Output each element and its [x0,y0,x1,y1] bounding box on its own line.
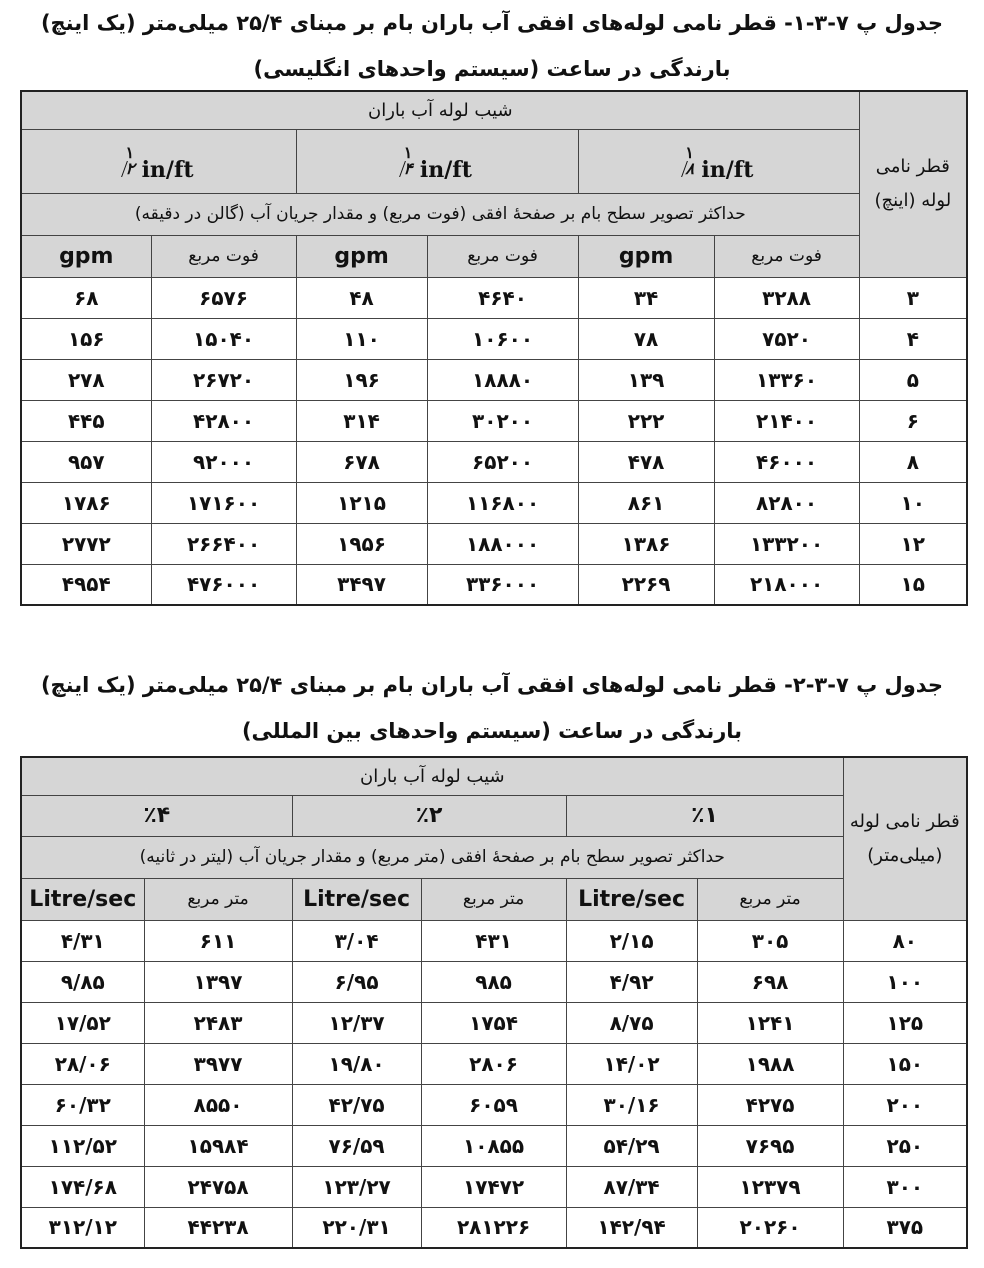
value-cell: ۷۶/۵۹ [292,1125,421,1166]
table-row [21,482,967,523]
value-cell: ۲۷۷۲ [21,523,151,564]
value-cell: ۲۰۲۶۰ [697,1207,843,1248]
value-cell: ۴۲۸۰۰ [151,400,296,441]
value-cell: ۳۹۷۷ [144,1043,292,1084]
table1-unit-area-1: فوت مربع [714,235,859,277]
table1-unit-flow-3: gpm [21,235,151,277]
table2-slope-header: شیب لوله آب باران [21,757,843,795]
diameter-cell: ۳ [859,277,967,318]
value-cell: ۳۴ [578,277,714,318]
table1-unit-flow-1: gpm [578,235,714,277]
value-cell: ۴۷۸ [578,441,714,482]
value-cell: ۳۴۹۷ [296,564,427,605]
table2-slope-1: ٪۱ [566,795,843,836]
value-cell: ۱۵۶ [21,318,151,359]
table-row [21,441,967,482]
value-cell: ۴۴۲۳۸ [144,1207,292,1248]
table2-unit-flow-1: Litre/sec [566,878,697,920]
table1-side-header: قطر نامی لوله (اینچ) [859,91,967,277]
table-row [21,400,967,441]
table2-slope-2: ٪۲ [292,795,566,836]
table1 [20,90,968,606]
value-cell: ۶۹۸ [697,961,843,1002]
diameter-cell: ۱۵۰ [843,1043,967,1084]
diameter-cell: ۴ [859,318,967,359]
value-cell: ۱۲۳۷۹ [697,1166,843,1207]
value-cell: ۲۲۲ [578,400,714,441]
table1-slope-header: شیب لوله آب باران [21,91,859,129]
slope-unit: in/ft [419,157,472,183]
table1-description: حداکثر تصویر سطح بام بر صفحهٔ افقی (فوت مربع) و مقدار جریان آب (گالن در دقیقه) [21,193,859,235]
value-cell: ۲۸۰۶ [421,1043,566,1084]
value-cell: ۱۲۱۵ [296,482,427,523]
value-cell: ۳۰/۱۶ [566,1084,697,1125]
value-cell: ۹۸۵ [421,961,566,1002]
slope-unit: in/ft [701,157,754,183]
slope-numerator: ۱ [685,143,694,162]
table2-unit-area-1: متر مربع [697,878,843,920]
diameter-cell: ۸۰ [843,920,967,961]
table2-unit-flow-3: Litre/sec [21,878,144,920]
table-row [21,1207,967,1248]
value-cell: ۴۲۷۵ [697,1084,843,1125]
table-row [21,920,967,961]
value-cell: ۶۰/۳۲ [21,1084,144,1125]
value-cell: ۱۷۴۷۲ [421,1166,566,1207]
table1-unit-flow-2: gpm [296,235,427,277]
table2-unit-area-2: متر مربع [421,878,566,920]
table1-caption-line2: بارندگی در ساعت (سیستم واحدهای انگلیسی) [253,57,731,81]
slope-denominator: ۸ [681,161,698,177]
value-cell: ۲۲۰/۳۱ [292,1207,421,1248]
value-cell: ۴۹۵۴ [21,564,151,605]
diameter-cell: ۱۵ [859,564,967,605]
value-cell: ۶۵۲۰۰ [427,441,578,482]
table1-slope-1 [578,129,859,193]
slope-denominator: ۲ [121,161,138,177]
table1-body [21,277,967,605]
value-cell: ۱۳۸۶ [578,523,714,564]
slope-denominator: ۴ [399,161,416,177]
value-cell: ۳۱۲/۱۲ [21,1207,144,1248]
value-cell: ۱۳۹۷ [144,961,292,1002]
value-cell: ۱۵۰۴۰ [151,318,296,359]
table2-unit-flow-2: Litre/sec [292,878,421,920]
table2-caption [0,662,984,754]
value-cell: ۳۰۲۰۰ [427,400,578,441]
value-cell: ۴۶۰۰۰ [714,441,859,482]
value-cell: ۹۲۰۰۰ [151,441,296,482]
value-cell: ۴۴۵ [21,400,151,441]
diameter-cell: ۵ [859,359,967,400]
value-cell: ۴۲/۷۵ [292,1084,421,1125]
value-cell: ۶۸ [21,277,151,318]
value-cell: ۶۱۱ [144,920,292,961]
value-cell: ۳/۰۴ [292,920,421,961]
value-cell: ۲/۱۵ [566,920,697,961]
value-cell: ۸۵۵۰ [144,1084,292,1125]
value-cell: ۱۲۴۱ [697,1002,843,1043]
value-cell: ۱۱۲/۵۲ [21,1125,144,1166]
value-cell: ۴۳۱ [421,920,566,961]
table-row [21,359,967,400]
value-cell: ۱۳۹ [578,359,714,400]
table2-caption-line2: بارندگی در ساعت (سیستم واحدهای بین المللی) [241,719,743,743]
value-cell: ۱۷۵۴ [421,1002,566,1043]
table2-description: حداکثر تصویر سطح بام بر صفحهٔ افقی (متر مربع) و مقدار جریان آب (لیتر در ثانیه) [21,836,843,878]
table2-slope-3: ٪۴ [21,795,292,836]
value-cell: ۲۸۱۲۲۶ [421,1207,566,1248]
value-cell: ۲۴۸۳ [144,1002,292,1043]
table-row [21,564,967,605]
value-cell: ۳۰۵ [697,920,843,961]
table1-slope-2 [296,129,578,193]
value-cell: ۱۹۶ [296,359,427,400]
value-cell: ۱۱۰ [296,318,427,359]
diameter-cell: ۳۷۵ [843,1207,967,1248]
slope-numerator: ۱ [403,143,413,162]
value-cell: ۱۴۲/۹۴ [566,1207,697,1248]
table1-slope-3 [21,129,296,193]
diameter-cell: ۳۰۰ [843,1166,967,1207]
value-cell: ۷۵۲۰ [714,318,859,359]
value-cell: ۴۸ [296,277,427,318]
value-cell: ۱۹۵۶ [296,523,427,564]
value-cell: ۱۱۶۸۰۰ [427,482,578,523]
value-cell: ۱۹/۸۰ [292,1043,421,1084]
value-cell: ۲۶۶۴۰۰ [151,523,296,564]
slope-numerator: ۱ [125,143,135,162]
table2-unit-area-3: متر مربع [144,878,292,920]
slope-unit: in/ft [141,157,194,183]
diameter-cell: ۲۰۰ [843,1084,967,1125]
value-cell: ۲۱۸۰۰۰ [714,564,859,605]
diameter-cell: ۶ [859,400,967,441]
table-row [21,1002,967,1043]
table-row [21,1125,967,1166]
value-cell: ۶۵۷۶ [151,277,296,318]
table1-unit-area-3: فوت مربع [151,235,296,277]
table-row [21,1084,967,1125]
table2 [20,756,968,1249]
value-cell: ۵۴/۲۹ [566,1125,697,1166]
table2-side-header: قطر نامی لوله (میلی‌متر) [843,757,967,920]
value-cell: ۹/۸۵ [21,961,144,1002]
value-cell: ۲۴۷۵۸ [144,1166,292,1207]
value-cell: ۲۱۴۰۰ [714,400,859,441]
value-cell: ۸/۷۵ [566,1002,697,1043]
table-row [21,523,967,564]
table2-caption-line1: جدول پ ۷-۳-۲- قطر نامی لوله‌های افقی آب باران بام بر مبنای ۲۵/۴ میلی‌متر (یک اینچ) [40,673,944,697]
table1-caption-line1: جدول پ ۷-۳-۱- قطر نامی لوله‌های افقی آب باران بام بر مبنای ۲۵/۴ میلی‌متر (یک اینچ) [40,11,944,35]
value-cell: ۱۰۶۰۰ [427,318,578,359]
value-cell: ۶۷۸ [296,441,427,482]
value-cell: ۱۷۸۶ [21,482,151,523]
value-cell: ۳۳۶۰۰۰ [427,564,578,605]
value-cell: ۱۷/۵۲ [21,1002,144,1043]
diameter-cell: ۱۰ [859,482,967,523]
diameter-cell: ۱۲۵ [843,1002,967,1043]
value-cell: ۱۲۳/۲۷ [292,1166,421,1207]
table1-caption [0,0,984,92]
value-cell: ۳۱۴ [296,400,427,441]
value-cell: ۴/۹۲ [566,961,697,1002]
table-row [21,277,967,318]
table-row [21,1043,967,1084]
value-cell: ۱۳۳۶۰ [714,359,859,400]
value-cell: ۱۲/۳۷ [292,1002,421,1043]
value-cell: ۸۶۱ [578,482,714,523]
value-cell: ۱۵۹۸۴ [144,1125,292,1166]
value-cell: ۷۶۹۵ [697,1125,843,1166]
value-cell: ۷۸ [578,318,714,359]
table-row [21,1166,967,1207]
value-cell: ۱۸۸۸۰ [427,359,578,400]
value-cell: ۱۹۸۸ [697,1043,843,1084]
table-row [21,961,967,1002]
value-cell: ۸۷/۳۴ [566,1166,697,1207]
diameter-cell: ۱۰۰ [843,961,967,1002]
value-cell: ۴۷۶۰۰۰ [151,564,296,605]
value-cell: ۸۲۸۰۰ [714,482,859,523]
value-cell: ۶/۹۵ [292,961,421,1002]
value-cell: ۱۳۳۲۰۰ [714,523,859,564]
value-cell: ۹۵۷ [21,441,151,482]
value-cell: ۲۶۷۲۰ [151,359,296,400]
value-cell: ۳۲۸۸ [714,277,859,318]
value-cell: ۲۲۶۹ [578,564,714,605]
value-cell: ۱۷۱۶۰۰ [151,482,296,523]
table2-body [21,920,967,1248]
value-cell: ۱۰۸۵۵ [421,1125,566,1166]
value-cell: ۲۷۸ [21,359,151,400]
table-row [21,318,967,359]
value-cell: ۴/۳۱ [21,920,144,961]
value-cell: ۱۸۸۰۰۰ [427,523,578,564]
value-cell: ۱۷۴/۶۸ [21,1166,144,1207]
value-cell: ۶۰۵۹ [421,1084,566,1125]
diameter-cell: ۱۲ [859,523,967,564]
value-cell: ۴۶۴۰ [427,277,578,318]
value-cell: ۱۴/۰۲ [566,1043,697,1084]
value-cell: ۲۸/۰۶ [21,1043,144,1084]
diameter-cell: ۸ [859,441,967,482]
diameter-cell: ۲۵۰ [843,1125,967,1166]
table1-unit-area-2: فوت مربع [427,235,578,277]
